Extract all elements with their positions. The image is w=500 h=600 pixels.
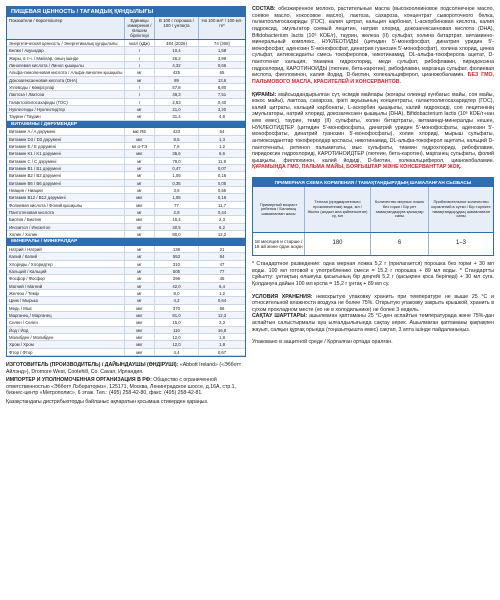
nutrient-per-100ml: 4,8 bbox=[219, 114, 225, 120]
nutrient-name: Белки / Ақуыздар bbox=[7, 47, 125, 53]
nutrient-per-100g: 0,47 bbox=[155, 165, 199, 171]
table-row bbox=[7, 194, 245, 201]
nutrient-name: Железо / Темір bbox=[7, 290, 125, 296]
storage-label: УСЛОВИЯ ХРАНЕНИЯ: bbox=[252, 293, 313, 300]
nutrient-per-100ml: 1,2 bbox=[219, 291, 225, 296]
nutrient-unit: мг bbox=[125, 77, 155, 83]
nutrient-name: Витамин C / C дәрумені bbox=[7, 158, 125, 164]
nutrient-unit: мг α-ТЭ bbox=[125, 143, 155, 149]
nutrient-unit: мкг bbox=[125, 312, 155, 318]
nutrient-per-100ml: 6,4 bbox=[219, 283, 225, 289]
nutrition-table bbox=[6, 6, 246, 357]
table-row bbox=[7, 91, 245, 98]
nutrient-per-100ml: 56 bbox=[219, 305, 225, 311]
table-row bbox=[7, 180, 245, 187]
table-row bbox=[7, 165, 245, 172]
nutrient-name: Витамин D3 / D3 дәрумені bbox=[7, 136, 125, 142]
table-row bbox=[7, 341, 245, 348]
nutrient-name: Холин / Холин bbox=[7, 231, 125, 237]
nutrient-per-100ml: 12,2 bbox=[217, 232, 227, 238]
nutrient-per-100g: 4,2 bbox=[155, 297, 199, 303]
table-row bbox=[7, 349, 245, 356]
nutrient-name: Углеводы / Көмірсулар bbox=[7, 84, 125, 90]
nutrient-unit: мг bbox=[125, 253, 155, 259]
nutrient-unit: мкг bbox=[125, 136, 155, 142]
table-row bbox=[7, 47, 245, 54]
nutrient-unit: мкг bbox=[125, 341, 155, 347]
nutrient-per-100ml: 2,3 bbox=[219, 217, 225, 223]
feeding-table bbox=[252, 177, 494, 256]
col-per-100g: В 100 г порошка / 100 г ұнтақта bbox=[155, 17, 199, 39]
table-row bbox=[7, 224, 245, 231]
feeding-age: 18 месяцев и старше / 18 ай және одан асқан bbox=[253, 233, 305, 255]
nutrient-per-100g: 425 bbox=[155, 69, 199, 75]
nutrient-unit: мг bbox=[125, 209, 155, 215]
table-row bbox=[7, 253, 245, 260]
nutrient-per-100g: 423 bbox=[155, 128, 199, 134]
manufacturer-label: ИЗГОТОВИТЕЛЬ (ПРОИЗВОДИТЕЛЬ) / ДАЙЫНДАУШЫ (ӨНДІРУШІ): bbox=[6, 362, 179, 369]
nutrient-unit: мкг RE bbox=[125, 128, 155, 134]
table-row bbox=[7, 99, 245, 106]
nutrient-per-100ml: 1,2 bbox=[219, 143, 225, 149]
nutrient-unit: мг bbox=[125, 297, 155, 303]
nutrient-per-100ml: 1,58 bbox=[217, 48, 227, 54]
nutrient-name: Фосфор / Фосфор bbox=[7, 275, 125, 281]
col-per-100ml: На 100 мл* / 100 мл-ге* bbox=[201, 18, 243, 28]
nutrient-unit: мг bbox=[125, 261, 155, 267]
nutrient-per-100ml: 0,05 bbox=[217, 180, 227, 186]
table-row bbox=[7, 62, 245, 69]
nutrient-name: Жиры, в т.ч. / Майлар, оның ішінде bbox=[7, 55, 125, 61]
nutrient-unit: мкг bbox=[125, 202, 155, 208]
table-row bbox=[7, 261, 245, 268]
nutrient-unit: г bbox=[125, 55, 155, 61]
composition-kz-warning: ҚҰРАМЫНДА ГМО, ПАЛЬМА МАЙЫ, БОЯҒЫШТАР ЖӘНЕ КОНСЕРВАНТТАР ЖОҚ. bbox=[252, 164, 462, 171]
feeding-spoons: 6 bbox=[371, 233, 429, 255]
col-name: Показатели / Көрсеткіштер bbox=[7, 17, 125, 39]
nutrient-per-100g: 15,4 bbox=[155, 216, 199, 222]
nutrient-unit: мг bbox=[125, 283, 155, 289]
nutrient-per-100ml: 77 bbox=[219, 268, 225, 274]
nutrient-per-100ml: 0,07 bbox=[217, 166, 227, 171]
nutrient-name: Витамин A / A дәрумені bbox=[7, 128, 125, 134]
nutrient-per-100g: 21,0 bbox=[155, 106, 199, 112]
table-row bbox=[7, 187, 245, 194]
nutrition-main-rows bbox=[7, 40, 245, 121]
nutrition-mineral-rows bbox=[7, 246, 245, 356]
manufacturer-text: «Abbott Ireland» («Эбботт Айлэнд»), Dromore West, Cootehill, Co. Cavan, Ирландия. bbox=[6, 362, 242, 375]
nutrient-per-100g: 2,63 bbox=[155, 99, 199, 105]
feeding-title: ПРИМЕРНАЯ СХЕМА КОРМЛЕНИЯ / ТАМАҚТАНДЫРУДЫҢ ШАМАЛАНҒАН СЫЗБАСЫ bbox=[253, 178, 493, 187]
nutrient-per-100ml: 1,8 bbox=[219, 342, 225, 348]
table-row bbox=[7, 209, 245, 216]
nutrient-name: Таурин / Таурин bbox=[7, 113, 125, 119]
nutrient-per-100g: 2,9 bbox=[155, 209, 199, 215]
nutrient-per-100ml: 64 bbox=[219, 129, 225, 135]
nutrient-name: Цинк / Мырыш bbox=[7, 297, 125, 303]
composition-ru bbox=[252, 6, 494, 86]
distributor-note: Қазақстандағы дистрибьюторды байланыс ақпаратын қосымша стикерден қараңыз. bbox=[6, 399, 209, 406]
nutrient-per-100ml: 7,51 bbox=[217, 92, 227, 98]
nutrient-per-100g: 484 (2026) bbox=[155, 40, 199, 46]
nutrient-per-100g: 310 bbox=[155, 261, 199, 267]
nutrient-per-100ml: 0,67 bbox=[217, 349, 227, 355]
nutrient-unit: г bbox=[125, 62, 155, 68]
table-row bbox=[7, 231, 245, 238]
nutrient-unit: мг bbox=[125, 158, 155, 164]
feeding-col-water: Теплая (предварительно прокипяченная) вода, мл / Жылы (алдын ала қайнатылған) су, мл bbox=[305, 187, 371, 232]
nutrient-per-100ml: 6,2 bbox=[219, 224, 225, 230]
nutrition-column-headers bbox=[7, 17, 245, 40]
table-row bbox=[7, 143, 245, 150]
storage-kz-text: ашылмаған қаптаманы 25 °С-ден аспайтын температурада және 75%-дан аспайтын салыстырмалы ауа ылғалдылығында сақтау керек. Ашылмаған қаптаманы қақпақпен жауып, салқын құрғақ орында (тоңазытқышта емес) сақтап, 3 апта ішінде пайдаланыңыз. bbox=[252, 313, 494, 333]
minerals-section-title: МИНЕРАЛЫ / МИНЕРАЛДАР bbox=[7, 238, 245, 246]
nutrient-per-100ml: 2,3 bbox=[219, 320, 225, 326]
nutrient-unit: мг bbox=[125, 268, 155, 274]
table-row bbox=[7, 69, 245, 76]
nutrient-name: Галактоолигосахариды (ГОС) bbox=[7, 99, 125, 105]
nutrient-per-100g: 89 bbox=[155, 77, 199, 83]
nutrient-unit: мг bbox=[125, 246, 155, 252]
composition-label: СОСТАВ: bbox=[252, 6, 276, 12]
nutrient-unit: мг bbox=[125, 180, 155, 186]
nutrient-unit: мкг bbox=[125, 349, 155, 355]
table-row bbox=[7, 312, 245, 319]
nutrient-per-100g: 49,3 bbox=[155, 91, 199, 97]
nutrient-name: Кальций / Кальций bbox=[7, 268, 125, 274]
nutrient-name: Магний / Магний bbox=[7, 283, 125, 289]
nutrient-per-100g: 57,8 bbox=[155, 84, 199, 90]
nutrient-unit: ккал (кДж) bbox=[125, 40, 155, 46]
table-row bbox=[7, 84, 245, 91]
feeding-water: 180 bbox=[305, 233, 371, 255]
nutrient-per-100g: 3,6 bbox=[155, 187, 199, 193]
table-row bbox=[7, 275, 245, 282]
nutrient-unit: мг bbox=[125, 275, 155, 281]
table-row bbox=[7, 128, 245, 135]
composition-text: обезжиренное молоко, растительные масла (высокоолеиновое подсолнечное масло, соевое масло, кокосовое масло), лактоза, сахароза, концентрат сывороточного белка, галактоолигосахариды (ГОС), калия цитрат, кальция карбонат, L-аскорбиновая кислота, калия гидроксид, эмульгатор соевый лецитин, натрия хлорид, докозагексаеновая кислота (DHA), Bifidobacterium lactis (10⁶ КОЕ/г), таурин, железа (II) сульфат, холина битартрат, витаминно-минеральный комплекс, НУКЛЕОТИДЫ (цитидин 5'-монофосфат, динатрия уридин 5'-монофосфат, аденозин 5'-монофосфат, динатрия гуанозин 5'-монофосфат), холина хлорид, цинка сульфат, антиоксиданты смесь токоферолов, никотинамид, DL-альфа-токоферола ацетат, D-пантотенат кальция, тиамина гидрохлорид, меди сульфат, рибофлавин, пиридоксина гидрохлорид, КАРОТИНОИДЫ (лютеин, бета-каротин), рибофлавин, марганца сульфат, фолиевая кислота, филлохинон, калия йодид, D-биотин, холекальциферол, цианокобаламин. bbox=[252, 6, 494, 79]
nutrient-name: Натрий / Натрий bbox=[7, 246, 125, 252]
nutrient-per-100ml: 65 bbox=[219, 70, 225, 76]
composition-warning: БЕЗ ГМО, ПАЛЬМОВОГО МАСЛА, КРАСИТЕЛЕЙ И КОНСЕРВАНТОВ. bbox=[252, 72, 495, 85]
nutrition-title: ПИЩЕВАЯ ЦЕННОСТЬ / ТАҒАМДЫҚ ҚҰНДЫЛЫҒЫ bbox=[7, 7, 245, 17]
nutrient-per-100g: 296 bbox=[155, 275, 199, 281]
table-row bbox=[7, 334, 245, 341]
nutrient-name: Витамин B2 / B2 дәрумені bbox=[7, 172, 125, 178]
importer-text: Общество с ограниченной ответственностью «Эбботт Лэбораториз», 125171, Москва, Ленинградское шоссе, д.16А, стр.1, бизнес-центр «Метрополис», 6 этаж. Тел.: (495) 258-42-80, факс: (495) 258-42-81. bbox=[6, 377, 236, 397]
left-column bbox=[6, 6, 246, 408]
table-row bbox=[7, 55, 245, 62]
nutrient-per-100g: 7,6 bbox=[155, 143, 199, 149]
table-row bbox=[7, 290, 245, 297]
nutrient-per-100g: 8,5 bbox=[155, 136, 199, 142]
storage-ru bbox=[252, 294, 494, 314]
nutrient-unit: г bbox=[125, 91, 155, 97]
nutrient-name: Йод / Йод bbox=[7, 327, 125, 333]
nutrient-unit: мг bbox=[125, 231, 155, 237]
nutrient-unit: мг bbox=[125, 165, 155, 171]
table-row bbox=[7, 40, 245, 47]
nutrient-per-100g: 80,0 bbox=[155, 231, 199, 237]
table-row bbox=[7, 113, 245, 120]
nutrient-name: Фолиевая кислота / Фолий қышқылы bbox=[7, 202, 125, 208]
table-row bbox=[7, 106, 245, 113]
table-row bbox=[7, 327, 245, 334]
nutrient-per-100ml: 1,8 bbox=[219, 335, 225, 341]
feeding-row bbox=[253, 233, 493, 255]
nutrient-per-100ml: 16,8 bbox=[217, 327, 227, 333]
feeding-col-age: Примерный возраст ребенка / Баланың шамаланған жасы bbox=[253, 187, 305, 232]
nutrient-per-100ml: 0,55 bbox=[217, 188, 227, 194]
nutrient-name: Фтор / Фтор bbox=[7, 349, 125, 355]
composition-kz-text: майсыздандырылған сүт, өсімдік майлары (жоғары олеинді күнбағыс майы, соя майы, кокос майы), лактоза, сахароза, ірікті ақуызының концентраты, галактоолигосахаридтер (ГОС), калий цитраты, кальций карбонаты, L-аскорбин қышқылы, калий гидроксиді, соя лецитинінің эмульгаторы, натрий хлориді, докозагексаен қышқылы (DHA), Bifidobacterium lactis (10⁶ КОЕ/г-нан кем емес), таурин, темір (II) сульфаты, холин битартраты, витаминді-минералды кешен, НУКЛЕОТИДТЕР (цитидин 5'-монофосфаты, динатрий уридин 5'-монофосфаты, аденозин 5'-монофосфаты, динатрий гуанозин 5'-монофосфаты), холин хлориді, мырыш сульфаты, антиоксиданттар токоферолдар қоспасы, никотинамид, DL-альфа-токоферол ацетаты, кальций D-пантотенаты, ретинол пальмитаты, мыс сульфаты, тиамин гидрохлориді, рибофлавин, пиридоксин гидрохлориді, КАРОТИНОИДТЕР (лютеин, бета-каротин), марганец сульфаты, фолий қышқылы, филлохинон, калий йодиді, D-биотин, холекальциферол, цианокобаламин. bbox=[252, 91, 494, 164]
nutrient-per-100ml: 12,3 bbox=[217, 313, 227, 319]
importer-paragraph bbox=[6, 377, 246, 397]
nutrient-name: Витамин B1 / B1 дәрумені bbox=[7, 165, 125, 171]
nutrient-name: Нуклеотиды / Нуклеотидтер bbox=[7, 106, 125, 112]
composition-kz bbox=[252, 92, 494, 172]
nutrient-unit: мкг bbox=[125, 305, 155, 311]
vitamins-section-title: ВИТАМИНЫ / ДӘРУМЕНДЕР bbox=[7, 121, 245, 129]
nutrient-name: Биотин / Биотин bbox=[7, 216, 125, 222]
nutrient-per-100ml: 13,6 bbox=[217, 77, 227, 83]
nutrient-per-100ml: 47 bbox=[219, 261, 225, 267]
nutrient-per-100ml: 0,16 bbox=[217, 195, 227, 201]
nutrient-per-100ml: 11,9 bbox=[217, 158, 227, 164]
table-row bbox=[7, 158, 245, 165]
table-row bbox=[7, 268, 245, 275]
standard-dilution-note: * Стандартное разведение: одна мерная ложка 5,2 г (прилагается) порошка без горки + 30 мл воды. 100 мл готовой к употреблению смеси = 15,2 г порошка + 89 мл воды. * Стандартты сұйылту: ұнтақтың өлшеуіш қасығының бір деңгейі 5,2 г (қасықпен қоса беріледі) + 30 мл суға. Қолдануға дайын 100 мл қоспа = 15,2 г ұнтақ + 89 мл су. bbox=[252, 261, 494, 287]
nutrient-name: Докозагексаеновая кислота (DHA) bbox=[7, 77, 125, 83]
table-row bbox=[7, 283, 245, 290]
nutrient-per-100g: 110 bbox=[155, 327, 199, 333]
nutrient-per-100ml: 0,40 bbox=[217, 99, 227, 105]
nutrient-per-100g: 1,05 bbox=[155, 172, 199, 178]
nutrient-name: Инозитол / Инозитол bbox=[7, 224, 125, 230]
nutrient-per-100g: 81,0 bbox=[155, 312, 199, 318]
nutrient-per-100ml: 3,99 bbox=[217, 55, 227, 61]
feeding-column-headers bbox=[253, 187, 493, 233]
nutrient-name: Витамин E / E дәрумені bbox=[7, 143, 125, 149]
table-row bbox=[7, 150, 245, 157]
nutrient-name: Медь / Мыс bbox=[7, 305, 125, 311]
nutrient-name: Витамин B6 / B6 дәрумені bbox=[7, 180, 125, 186]
nutrient-per-100ml: 0,66 bbox=[217, 63, 227, 69]
manufacturer-paragraph bbox=[6, 362, 246, 375]
nutrient-per-100g: 78,0 bbox=[155, 158, 199, 164]
nutrient-per-100g: 36,6 bbox=[155, 150, 199, 156]
nutrient-per-100ml: 84 bbox=[219, 254, 225, 260]
nutrient-name: Селен / Селен bbox=[7, 319, 125, 325]
storage-kz-label: САҚТАУ ШАРТТАРЫ: bbox=[252, 313, 308, 320]
nutrient-unit: мг bbox=[125, 106, 155, 112]
nutrient-name: Хлориды / Хлоридтер bbox=[7, 261, 125, 267]
nutrient-per-100ml: 8,80 bbox=[217, 85, 227, 91]
table-row bbox=[7, 216, 245, 223]
nutrient-unit: мг bbox=[125, 224, 155, 230]
nutrient-unit: мкг bbox=[125, 327, 155, 333]
nutrient-per-100g: 40,5 bbox=[155, 224, 199, 230]
nutrient-per-100g: 42,0 bbox=[155, 283, 199, 289]
nutrient-unit: мг bbox=[125, 172, 155, 178]
nutrient-per-100g: 1,05 bbox=[155, 194, 199, 200]
table-row bbox=[7, 136, 245, 143]
nutrient-unit: мкг bbox=[125, 194, 155, 200]
nutrient-unit: г bbox=[125, 84, 155, 90]
nutrient-name: Витамин B12 / B12 дәрумені bbox=[7, 194, 125, 200]
table-row bbox=[7, 297, 245, 304]
nutrient-per-100g: 26,2 bbox=[155, 55, 199, 61]
table-row bbox=[7, 246, 245, 253]
composition-kz-label: ҚҰРАМЫ: bbox=[252, 91, 277, 98]
nutrient-per-100g: 8,0 bbox=[155, 290, 199, 296]
nutrient-name: Пантотеновая кислота bbox=[7, 209, 125, 215]
nutrient-per-100g: 505 bbox=[155, 268, 199, 274]
table-row bbox=[7, 305, 245, 312]
nutrient-per-100g: 4,4 bbox=[155, 349, 199, 355]
nutrient-per-100ml: 0,16 bbox=[217, 173, 227, 179]
nutrient-per-100g: 31,4 bbox=[155, 113, 199, 119]
nutrient-unit: мг bbox=[125, 290, 155, 296]
packaging-note: Упаковано в защитной среде / Қорғалған ортада оралған. bbox=[252, 339, 393, 346]
manufacturer-info bbox=[6, 362, 246, 406]
nutrient-per-100g: 0,35 bbox=[155, 180, 199, 186]
nutrient-per-100g: 553 bbox=[155, 253, 199, 259]
nutrient-per-100ml: 5,6 bbox=[219, 151, 225, 157]
nutrient-unit: мкг bbox=[125, 319, 155, 325]
nutrient-unit: мкг bbox=[125, 150, 155, 156]
nutrient-per-100g: 12,0 bbox=[155, 341, 199, 347]
nutrient-name: Хром / Хром bbox=[7, 341, 125, 347]
nutrient-name: Альфа-линоленовая кислота / Альфа-линолен қышқылы bbox=[7, 69, 125, 75]
nutrient-per-100ml: 0,64 bbox=[217, 298, 227, 304]
nutrient-per-100g: 138 bbox=[155, 246, 199, 252]
storage-kz bbox=[252, 313, 494, 333]
nutrient-per-100ml: 11,7 bbox=[217, 202, 227, 208]
nutrient-unit: г bbox=[125, 47, 155, 53]
nutrient-name: Калий / Калий bbox=[7, 253, 125, 259]
nutrient-name: Витамин K1 / K1 дәрумені bbox=[7, 150, 125, 156]
feeding-times: 1–3 bbox=[455, 240, 466, 247]
nutrient-name: Марганец / Марганец bbox=[7, 312, 125, 318]
storage-text: невскрытую упаковку хранить при температуре не выше 25 °С и относительной влажности воздуха не более 75%. Открытую упаковку закрыть крышкой, хранить в сухом прохладном месте (но не в холодильнике) не более 3 недель. bbox=[252, 293, 494, 313]
nutrient-per-100g: 370 bbox=[155, 305, 199, 311]
nutrient-unit: мкг bbox=[125, 334, 155, 340]
nutrient-unit: мг bbox=[125, 69, 155, 75]
nutrient-per-100g: 4,32 bbox=[155, 62, 199, 68]
nutrient-per-100ml: 1,3 bbox=[219, 136, 225, 142]
nutrient-per-100ml: 45 bbox=[219, 276, 225, 282]
nutrient-name: Молибден / Молибден bbox=[7, 334, 125, 340]
feeding-col-spoons: Количество мерных ложек без горки / Бір рет тамақтандыруға қасықтар саны bbox=[371, 187, 429, 232]
nutrient-per-100ml: 74 (308) bbox=[213, 41, 230, 46]
feeding-col-times: Приблизительное количество кормлений в сутки / Бір тәулікте тамақтандырудың шамаланған саны bbox=[431, 199, 491, 219]
nutrient-per-100ml: 3,20 bbox=[217, 107, 227, 113]
table-row bbox=[7, 319, 245, 326]
nutrient-unit: г bbox=[125, 99, 155, 105]
nutrition-vitamin-rows bbox=[7, 128, 245, 238]
nutrient-per-100g: 15,0 bbox=[155, 319, 199, 325]
nutrient-unit: мг bbox=[125, 187, 155, 193]
nutrient-per-100g: 10,4 bbox=[155, 47, 199, 53]
table-row bbox=[7, 202, 245, 209]
table-row bbox=[7, 77, 245, 84]
nutrient-per-100ml: 21 bbox=[219, 246, 225, 252]
nutrient-name: Энергетическая ценность / Энергетикалық құндылығы bbox=[7, 40, 125, 46]
importer-label: ИМПОРТЕР И УПОЛНОМОЧЕННАЯ ОРГАНИЗАЦИЯ В РФ: bbox=[6, 377, 152, 384]
nutrient-per-100g: 77 bbox=[155, 202, 199, 208]
right-column bbox=[252, 6, 494, 346]
nutrient-name: Ниацин / Ниацин bbox=[7, 187, 125, 193]
col-unit: Единицы измерения / Өлшем бірліктері bbox=[125, 17, 155, 39]
nutrient-unit: мг bbox=[125, 113, 155, 119]
nutrient-name: Линолевая кислота / Линол қышқылы bbox=[7, 62, 125, 68]
nutrient-per-100g: 12,0 bbox=[155, 334, 199, 340]
table-row bbox=[7, 172, 245, 179]
nutrient-unit: мкг bbox=[125, 216, 155, 222]
nutrient-per-100ml: 0,44 bbox=[217, 210, 227, 216]
nutrient-name: Лактоза / Лактоза bbox=[7, 91, 125, 97]
